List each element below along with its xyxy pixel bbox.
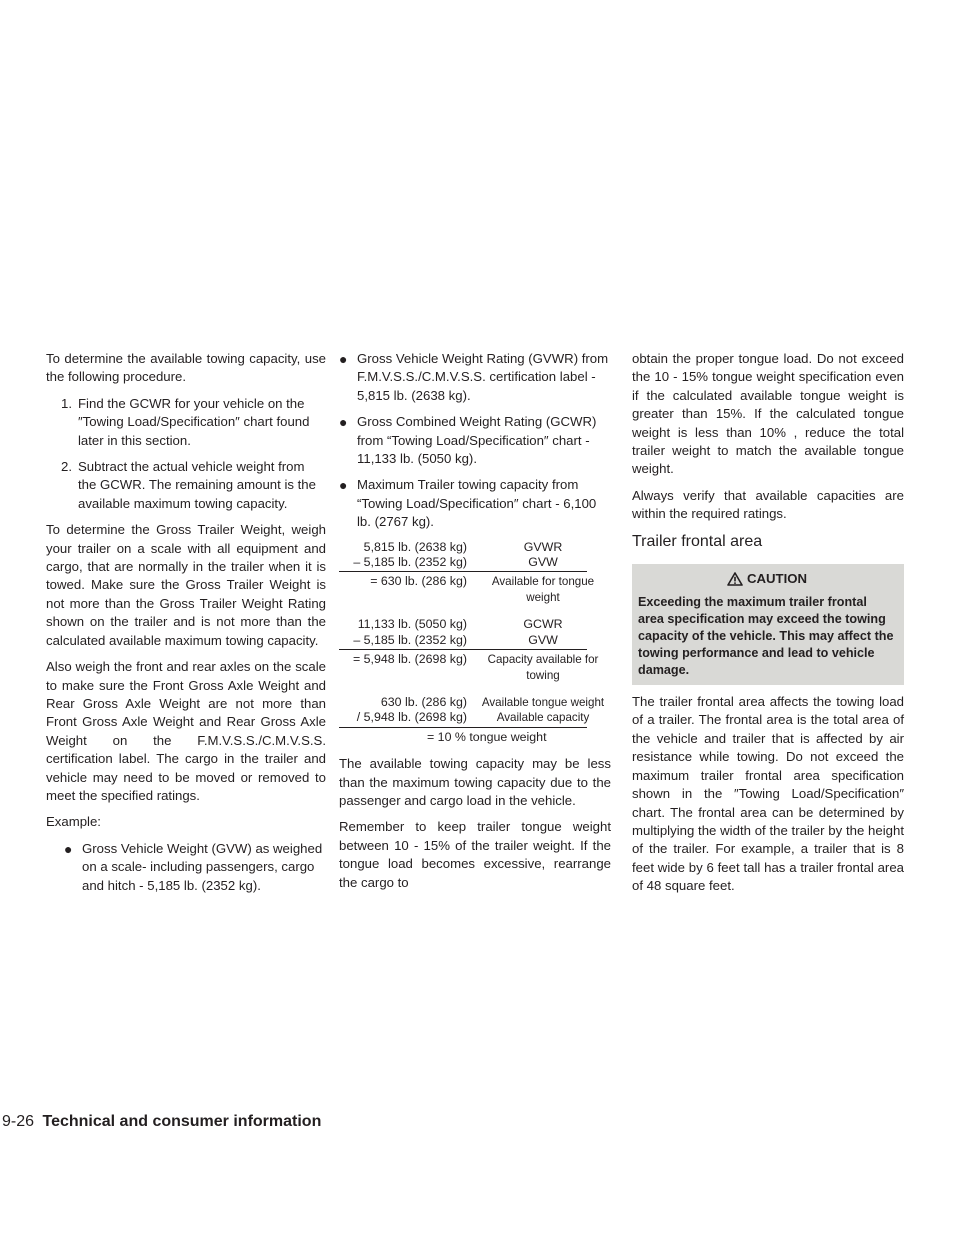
calc-result: = 10 % tongue weight — [427, 729, 547, 744]
calc-value: 11,133 lb. (5050 kg) — [357, 617, 467, 632]
column-left — [46, 350, 326, 903]
verify-paragraph: Always verify that available capacities are within the required ratings. — [632, 487, 904, 522]
bullet-icon: ● — [339, 351, 348, 367]
intro-paragraph: To determine the available towing capacity, use the following procedure. — [46, 351, 326, 385]
bullet-text: Gross Combined Weight Rating (GCWR) from “Towing Load/Specification″ chart - 11,133 lb. (5050 kg). — [357, 414, 597, 467]
step-number: 1. — [61, 395, 72, 411]
calc-label: GVW — [528, 555, 558, 570]
remember-paragraph: Remember to keep trailer tongue weight between 10 - 15% of the trailer weight. If the tongue load becomes excessive, rearrange the cargo to — [339, 819, 611, 890]
page-footer — [2, 1112, 321, 1132]
column-right — [632, 350, 904, 904]
calc-value: – 5,185 lb. (2352 kg) — [353, 632, 467, 647]
warning-icon — [727, 572, 743, 586]
list-item — [339, 350, 611, 405]
gross-trailer-paragraph: To determine the Gross Trailer Weight, weigh your trailer on a scale with all equipment and cargo, that are normally in the trailer when it is towed. Make sure the Gross Trailer Weight is not more than the Gross Trailer Weight Rating shown on the trailer and is not more than the calculated available maximum towing capacity. — [46, 522, 326, 648]
calc-tongue-weight — [339, 540, 611, 606]
calc-label: Capacity available for towing — [487, 653, 599, 682]
step-text: Find the GCWR for your vehicle on the ″Towing Load/Specification″ chart found later in this section. — [78, 395, 310, 448]
calc-label: GCWR — [523, 617, 563, 632]
caution-label: CAUTION — [746, 570, 808, 586]
bullet-text: Maximum Trailer towing capacity from “Towing Load/Specification″ chart - 6,100 lb. (2767 kg). — [357, 477, 597, 530]
bullet-icon: ● — [339, 414, 348, 431]
step-number: 2. — [61, 459, 72, 475]
bullet-text: Gross Vehicle Weight (GVW) as weighed on a scale- including passengers, cargo and hitch - 5,185 lb. (2352 kg). — [82, 840, 323, 893]
frontal-area-paragraph: The trailer frontal area affects the towing load of a trailer. The frontal area is the total area of the vehicle and trailer that is affected by air resistance while towing. Do not exceed the maximum trailer frontal area specification shown in the ″Towing Load/Specification″ chart. The frontal area can be determined by multiplying the width of the trailer by the height of the trailer. For example, a trailer that is 8 feet wide by 6 feet tall has a trailer frontal area of 48 square feet. — [632, 694, 904, 894]
bullet-icon: ● — [64, 840, 73, 857]
column-middle — [339, 350, 611, 900]
calc-label: Available for tongue weight — [491, 575, 595, 604]
divider — [339, 571, 587, 572]
section-title: Trailer frontal area — [632, 532, 763, 550]
step-text: Subtract the actual vehicle weight from the GCWR. The remaining amount is the available maximum towing capacity. — [78, 459, 316, 511]
caution-box — [632, 564, 904, 685]
list-item — [64, 840, 326, 895]
axle-paragraph: Also weigh the front and rear axles on the scale to make sure the Front Gross Axle Weight and Rear Gross Axle Weight are not more than Front Gross Axle Weight and Rear Gross Axle Weight on the F.M.V.S.S./C.M.V.S.S. certification label. The cargo in the trailer and vehicle may need to be moved or removed to meet the specified ratings. — [46, 659, 326, 803]
list-item — [339, 476, 611, 531]
caution-text: Exceeding the maximum trailer frontal area specification may exceed the towing capacity of the vehicle. This may affect the towing performance and lead to vehicle damage. — [638, 595, 894, 678]
divider — [339, 727, 587, 728]
footer-section-title: Technical and consumer information — [42, 1113, 322, 1130]
calc-label: Available tongue weight — [481, 695, 605, 709]
calculation-table — [339, 540, 611, 745]
calc-value: 5,815 lb. (2638 kg) — [363, 539, 467, 554]
capacity-paragraph: The available towing capacity may be less than the maximum towing capacity due to the passenger and cargo load in the vehicle. — [339, 756, 611, 808]
calc-result: = 5,948 lb. (2698 kg) — [352, 652, 467, 667]
page-number: 9-26 — [2, 1113, 35, 1130]
calc-label: GVW — [528, 632, 558, 647]
list-item — [46, 458, 326, 513]
caution-header — [638, 570, 896, 588]
calc-value: 630 lb. (286 kg) — [380, 694, 467, 709]
bullet-icon: ● — [339, 477, 348, 494]
example-label: Example: — [46, 814, 101, 830]
calc-result: = 630 lb. (286 kg) — [370, 574, 467, 589]
continued-paragraph: obtain the proper tongue load. Do not exceed the 10 - 15% tongue weight specification even if the calculated available tongue weight is greater than 15%. If the calculated tongue weight is less than 10% , reduce the total trailer weight to match the available tongue weight. — [632, 351, 904, 477]
calc-towing-capacity — [339, 617, 611, 683]
calc-value: – 5,185 lb. (2352 kg) — [353, 555, 467, 570]
list-item — [46, 395, 326, 450]
calc-tongue-percent — [339, 695, 611, 745]
list-item — [339, 413, 611, 468]
divider — [339, 649, 587, 650]
calc-value: / 5,948 lb. (2698 kg) — [356, 710, 467, 725]
calc-label: Available capacity — [496, 711, 590, 725]
bullet-text: Gross Vehicle Weight Rating (GVWR) from F.M.V.S.S./C.M.V.S.S. certification label - 5,815 lb. (2638 kg). — [357, 351, 609, 403]
calc-label: GVWR — [523, 539, 563, 554]
